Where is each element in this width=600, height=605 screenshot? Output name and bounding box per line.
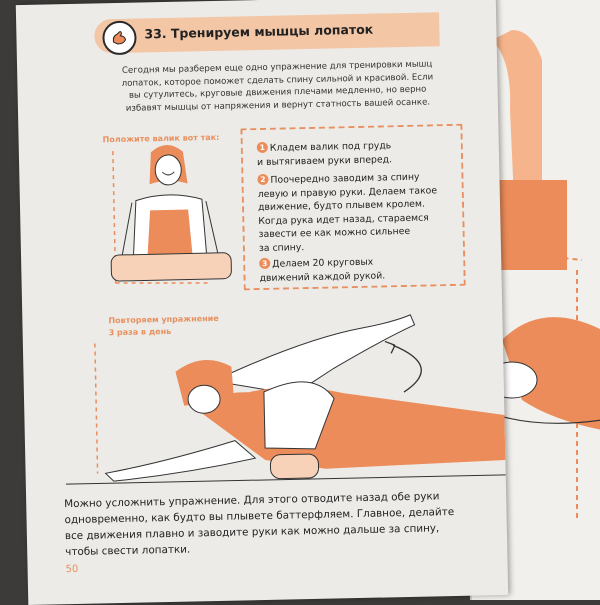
intro-paragraph: Сегодня мы разберем еще одно упражнение для тренировки мышц лопаток, которое поможет сделать спину сильной и красивой. Если вы сутулитесь, круговые движения плечами медленно, но верно избавят мышцы от напряжения и вернут статность вашей осанке.: [121, 59, 434, 114]
step-3: 3 Делаем 20 круговых движений каждой рукой.: [259, 256, 386, 284]
steps-box: [240, 124, 465, 291]
repeat-note: Повторяем упражнение 3 раза в день: [108, 313, 219, 338]
roller-placement-label: Положите валик вот так:: [102, 132, 220, 145]
step-1: 1 Кладем валик под грудь и вытягиваем руки вперед.: [256, 140, 393, 168]
page-number: 50: [65, 563, 79, 576]
woman-with-roller-illustration: [78, 130, 252, 304]
page-title: 33. Тренируем мышцы лопаток: [144, 21, 374, 42]
bottom-paragraph: Можно усложнить упражнение. Для этого отводите назад обе руки одновременно, как будто вы плывете баттерфляем. Главное, делайте все движения плавно и заводите руки как можно дальше за спину, чтобы свести лопатки.: [64, 490, 455, 559]
step-2: 2 Поочередно заводим за спину левую и правую руки. Делаем такое движение, будто плывем кролем. Когда рука идет назад, стараемся завести ее как можно сильнее за спину.: [257, 171, 438, 254]
lying-exercise-illustration: [62, 295, 506, 489]
book-page: [16, 0, 508, 605]
